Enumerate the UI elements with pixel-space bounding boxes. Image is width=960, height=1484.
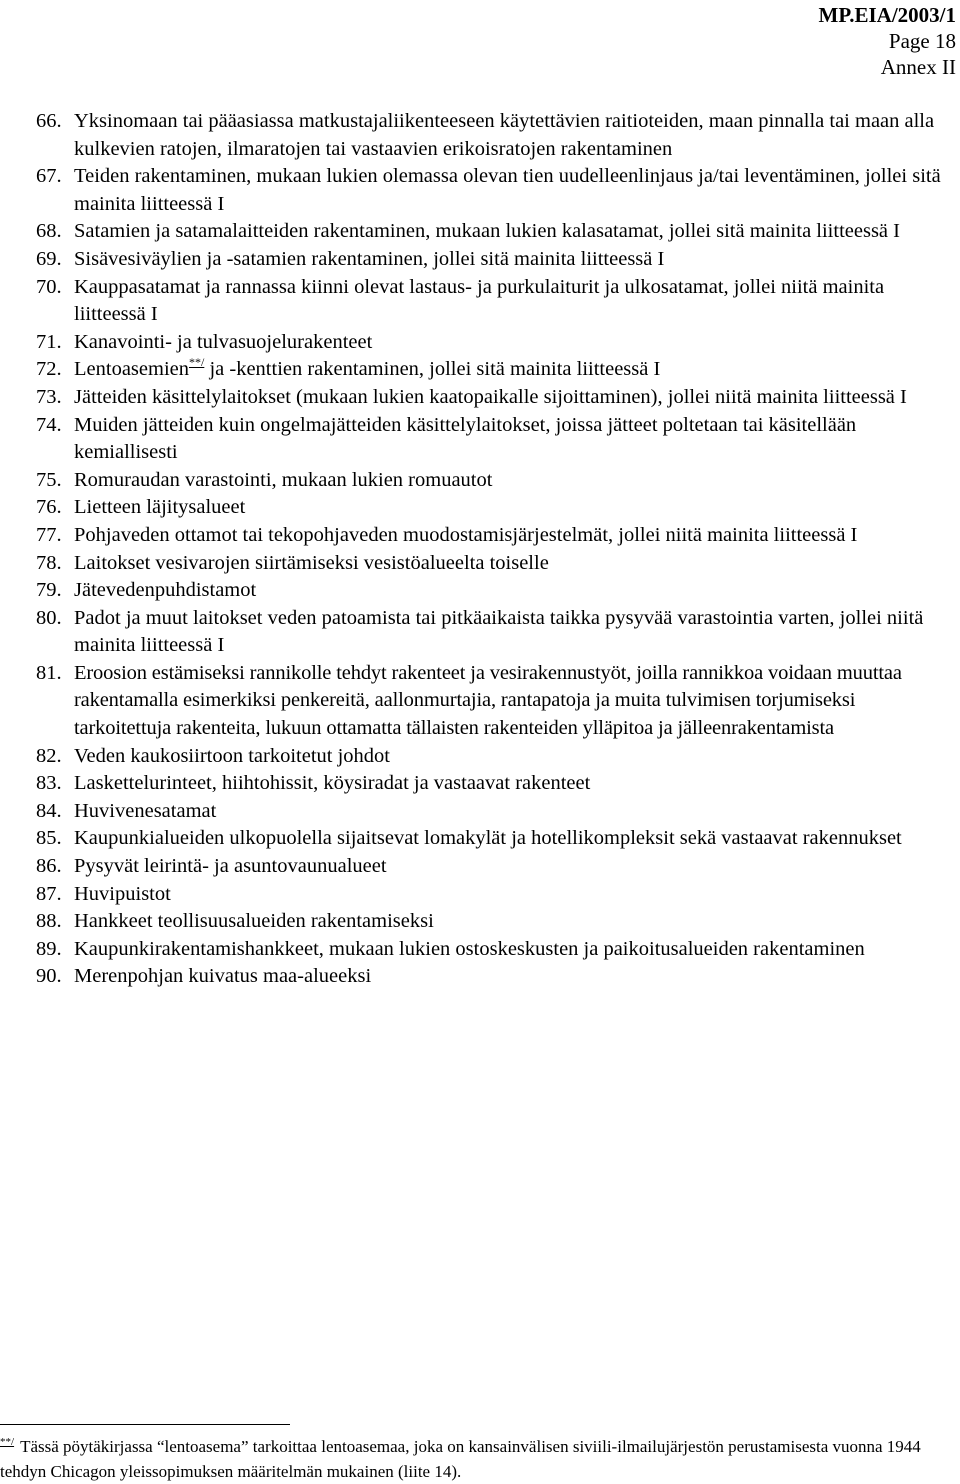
list-item [36,494,954,522]
item-text-main: Hankkeet teollisuusalueiden rakentamiseksi [74,910,434,933]
item-text [74,798,954,826]
item-number: 81. [36,661,62,684]
item-number: 79. [36,579,62,602]
item-text-main: Kauppasatamat ja rannassa kiinni olevat lastaus- ja purkulaiturit ja ulkosatamat, jollei niitä mainita liitteessä I [74,275,885,326]
project-list [36,108,954,991]
item-text-main: Kaupunkirakentamishankkeet, mukaan lukien ostoskeskusten ja paikoitusalueiden rakentaminen [74,937,865,960]
document-id: MP.EIA/2003/1 [818,3,956,27]
item-number: 74. [36,413,62,436]
list-item [36,522,954,550]
footnote-marker: **/ [0,1436,15,1448]
item-text-main: Pysyvät leirintä- ja asuntovaunualueet [74,855,387,878]
item-text [74,384,954,412]
list-item [36,605,954,660]
list-item [36,963,954,991]
item-number: 84. [36,799,62,822]
item-number: 89. [36,937,62,960]
item-text-main: Jätevedenpuhdistamot [74,579,257,602]
item-number: 88. [36,910,62,933]
item-text [74,770,954,798]
item-number: 70. [36,275,62,298]
item-number: 90. [36,965,62,988]
item-text-main: Kanavointi- ja tulvasuojelurakenteet [74,330,373,353]
item-text-main: Huvipuistot [74,882,171,905]
item-number: 67. [36,165,62,188]
item-text [74,412,954,467]
list-item [36,577,954,605]
item-text [74,853,954,881]
item-text-main: Huvivenesatamat [74,799,217,822]
item-number: 87. [36,882,62,905]
item-number: 80. [36,606,62,629]
list-item [36,384,954,412]
list-item [36,329,954,357]
item-text-main: Satamien ja satamalaitteiden rakentaminen, mukaan lukien kalasatamat, jollei sitä mainita liitteessä I [74,220,900,243]
item-text-main: Eroosion estämiseksi rannikolle tehdyt rakenteet ja vesirakennustyöt, joilla rannikkoa voidaan muuttaa rakentamalla esimerkiksi penkereitä, aallonmurtajia, rantapatoja ja muita tulvimisen torjumiseksi tarkoitettuja rakenteita, lukuun ottamatta tällaisten rakenteiden ylläpitoa ja jälleenrakentamista [74,661,902,740]
item-text-main: Jätteiden käsittelylaitokset (mukaan lukien kaatopaikalle sijoittaminen), jollei niitä mainita liitteessä I [74,385,907,408]
list-item [36,798,954,826]
item-number: 83. [36,772,62,795]
list-item [36,108,954,163]
list-item [36,936,954,964]
item-number: 73. [36,385,62,408]
item-text [74,467,954,495]
page-number: Page 18 [888,29,956,53]
item-text [74,577,954,605]
list-item [36,163,954,218]
item-text-main: Padot ja muut laitokset veden patoamista tai pitkäaikaista taikka pysyvää varastointia varten, jollei niitä mainita liitteessä I [74,606,924,657]
item-text [74,908,954,936]
list-item [36,770,954,798]
footnote-text: Tässä pöytäkirjassa “lentoasema” tarkoittaa lentoasemaa, joka on kansainvälisen siviili-ilmailujärjestön perustamisesta vuonna 1944 tehdyn Chicagon yleissopimuksen määritelmän mukainen (liite 14). [0,1437,921,1481]
item-text [74,743,954,771]
footnote-separator [0,1424,290,1425]
item-number: 76. [36,496,62,519]
list-item [36,881,954,909]
item-text-main: Laitokset vesivarojen siirtämiseksi vesistöalueelta toiselle [74,551,549,574]
item-number: 78. [36,551,62,574]
item-text [74,218,954,246]
item-number: 69. [36,247,62,270]
list-item [36,660,954,743]
item-number: 85. [36,827,62,850]
item-text-main: Romuraudan varastointi, mukaan lukien romuautot [74,468,493,491]
item-text-main: Lietteen läjitysalueet [74,496,246,519]
item-text [74,329,954,357]
item-number: 68. [36,220,62,243]
item-text [74,163,954,218]
item-text-main: Sisävesiväylien ja -satamien rakentaminen, jollei sitä mainita liitteessä I [74,247,665,270]
item-text-main: Lentoasemien [74,358,189,381]
item-number: 71. [36,330,62,353]
list-item [36,825,954,853]
item-text [74,356,954,384]
item-text [74,605,954,660]
footnote [0,1434,956,1484]
item-number: 77. [36,523,62,546]
list-item [36,356,954,384]
list-item [36,412,954,467]
item-number: 82. [36,744,62,767]
item-text [74,274,954,329]
item-number: 86. [36,855,62,878]
item-text [74,494,954,522]
list-item [36,218,954,246]
item-text-main: Yksinomaan tai pääasiassa matkustajaliikenteeseen käytettävien raitioteiden, maan pinnalla tai maan alla kulkevien ratojen, ilmaratojen tai vastaavien erikoisratojen rakentaminen [74,110,935,160]
item-number: 75. [36,468,62,491]
item-text [74,550,954,578]
list-item [36,853,954,881]
item-text [74,881,954,909]
list-item [36,908,954,936]
item-text [74,108,954,163]
list-item [36,274,954,329]
item-text-main: Kaupunkialueiden ulkopuolella sijaitsevat lomakylät ja hotellikompleksit sekä vastaavat rakennukset [74,827,902,850]
list-item [36,467,954,495]
list-item [36,743,954,771]
item-text-main: Veden kaukosiirtoon tarkoitetut johdot [74,744,390,767]
item-text-continuation: ja -kenttien rakentaminen, jollei sitä mainita liitteessä I [204,358,661,381]
item-text-main: Muiden jätteiden kuin ongelmajätteiden käsittelylaitokset, joissa jätteet poltetaan tai käsitellään kemiallisesti [74,413,857,464]
footnote-reference[interactable]: **/ [188,355,205,370]
list-item [36,246,954,274]
list-item [36,550,954,578]
item-text [74,963,954,991]
item-text [74,825,954,853]
item-number: 66. [36,110,62,132]
item-text-main: Merenpohjan kuivatus maa-alueeksi [74,965,372,988]
item-text-main: Teiden rakentaminen, mukaan lukien olemassa olevan tien uudelleenlinjaus ja/tai leventäminen, jollei sitä mainita liitteessä I [74,165,941,215]
item-text [74,522,954,550]
item-text-main: Pohjaveden ottamot tai tekopohjaveden muodostamisjärjestelmät, jollei niitä mainita liitteessä I [74,523,858,546]
item-text [74,246,954,274]
annex-label: Annex II [880,55,956,79]
item-number: 72. [36,358,62,381]
item-text [74,936,954,964]
item-text [74,660,954,743]
page-header [819,2,956,80]
item-text-main: Laskettelurinteet, hiihtohissit, köysiradat ja vastaavat rakenteet [74,772,591,795]
